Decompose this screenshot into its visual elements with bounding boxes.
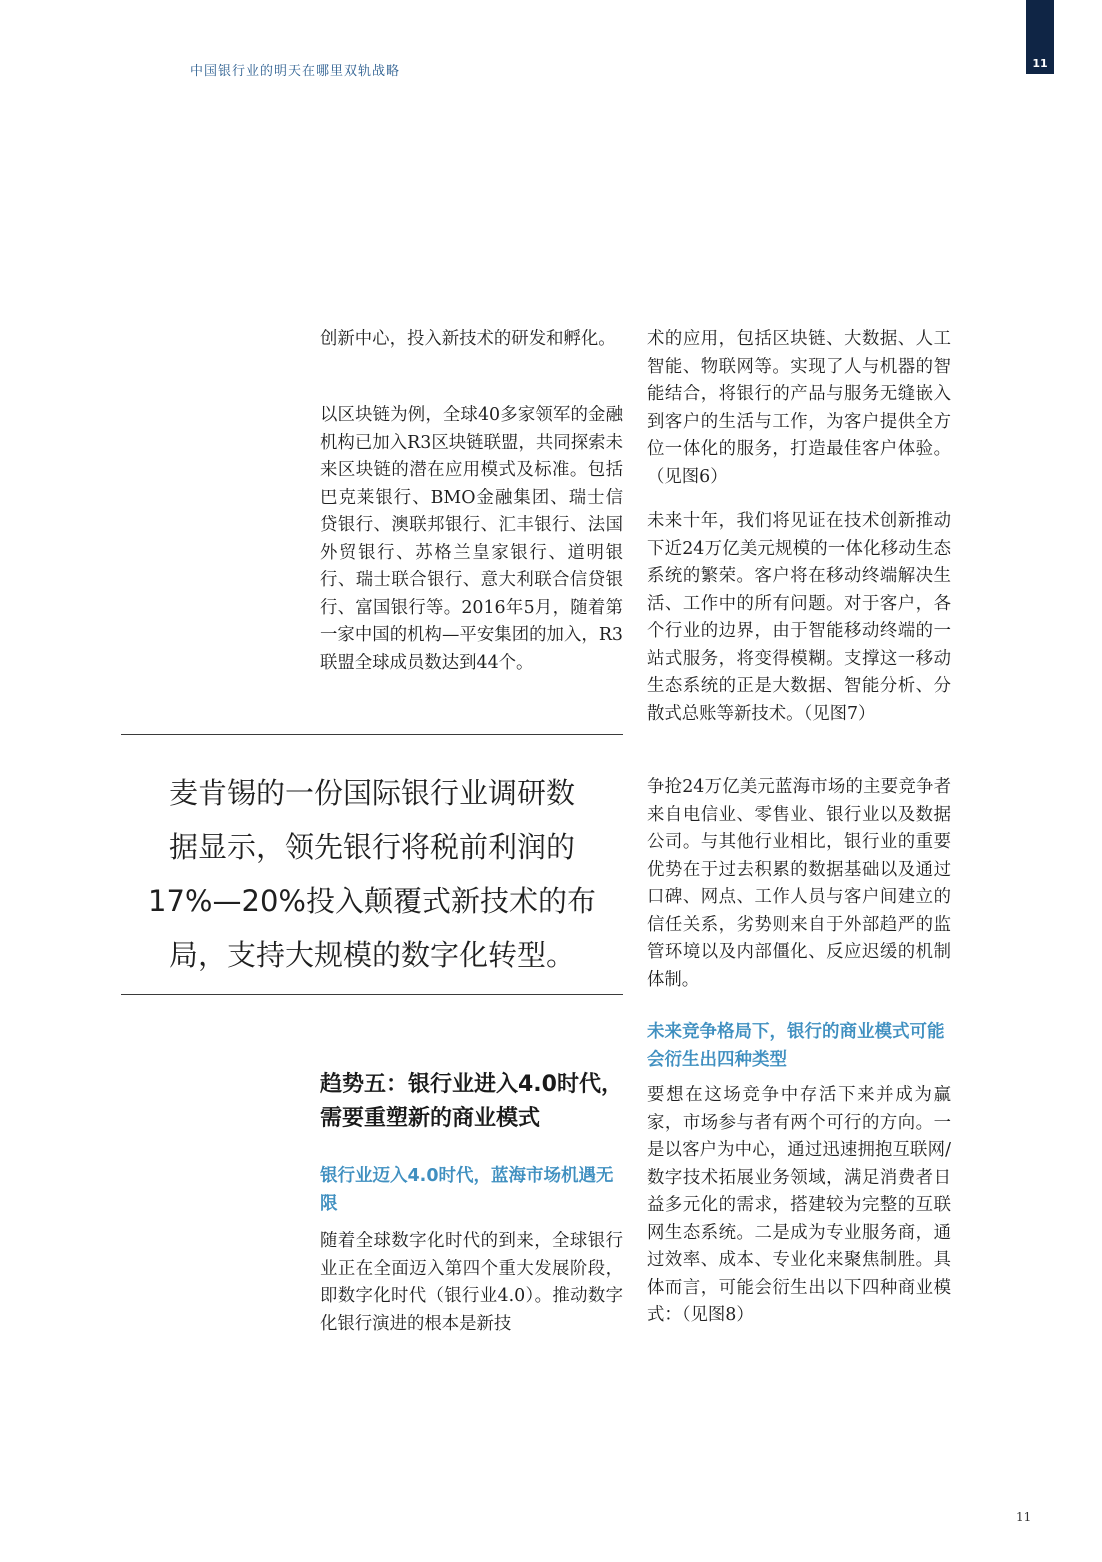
left-paragraph-3: 随着全球数字化时代的到来，全球银行业正在全面迈入第四个重大发展阶段，即数字化时代（银行业4.0）。推动数字化银行演进的根本是新技 [320, 1231, 623, 1334]
pullquote-line: 17%—20%投入颠覆式新技术的布 [148, 884, 596, 918]
footer-page-number: 11 [1016, 1510, 1032, 1524]
pullquote-bottom-rule [121, 994, 623, 995]
tab-page-number: 11 [1032, 57, 1048, 70]
left-paragraph-2: 以区块链为例，全球40多家领军的金融机构已加入R3区块链联盟，共同探索未来区块链的潜在应用模式及标准。包括巴克莱银行、BMO金融集团、瑞士信贷银行、澳联邦银行、汇丰银行、法国外贸银行、苏格兰皇家银行、道明银行、瑞士联合银行、意大利联合信贷银行、富国银行等。2016年5月，随着第一家中国的机构—平安集团的加入，R3联盟全球成员数达到44个。 [320, 405, 623, 673]
page-tab-marker [1026, 0, 1054, 74]
left-paragraph-1: 创新中心，投入新技术的研发和孵化。 [320, 329, 616, 349]
section-title: 趋势五：银行业进入4.0时代，需要重塑新的商业模式 [320, 1072, 623, 1131]
pullquote-top-rule [121, 734, 623, 735]
pullquote-line: 局，支持大规模的数字化转型。 [168, 938, 575, 972]
pullquote-line: 据显示，领先银行将税前利润的 [168, 830, 575, 864]
right-paragraph-4: 要想在这场竞争中存活下来并成为赢家，市场参与者有两个可行的方向。一是以客户为中心，通过迅速拥抱互联网/数字技术拓展业务领域，满足消费者日益多元化的需求，搭建较为完整的互联网生态系统。二是成为专业服务商，通过效率、成本、专业化来聚焦制胜。具体而言，可能会衍生出以下四种商业模式：（见图8） [647, 1085, 951, 1325]
running-header: 中国银行业的明天在哪里双轨战略 [190, 64, 401, 79]
right-paragraph-2: 未来十年，我们将见证在技术创新推动下近24万亿美元规模的一体化移动生态系统的繁荣。客户将在移动终端解决生活、工作中的所有问题。对于客户，各个行业的边界，由于智能移动终端的一站式服务，将变得模糊。支撑这一移动生态系统的正是大数据、智能分析、分散式总账等新技术。（见图7） [647, 511, 951, 724]
pullquote [121, 766, 623, 982]
right-paragraph-3: 争抢24万亿美元蓝海市场的主要竞争者来自电信业、零售业、银行业以及数据公司。与其他行业相比，银行业的重要优势在于过去积累的数据基础以及通过口碑、网点、工作人员与客户间建立的信任关系，劣势则来自于外部趋严的监管环境以及内部僵化、反应迟缓的机制体制。 [647, 777, 951, 990]
pullquote-line: 麦肯锡的一份国际银行业调研数 [168, 776, 575, 810]
left-subhead: 银行业迈入4.0时代，蓝海市场机遇无限 [320, 1166, 614, 1214]
right-subhead: 未来竞争格局下，银行的商业模式可能会衍生出四种类型 [647, 1022, 945, 1070]
right-paragraph-1: 术的应用，包括区块链、大数据、人工智能、物联网等。实现了人与机器的智能结合，将银行的产品与服务无缝嵌入到客户的生活与工作，为客户提供全方位一体化的服务，打造最佳客户体验。（见图6） [647, 329, 951, 487]
